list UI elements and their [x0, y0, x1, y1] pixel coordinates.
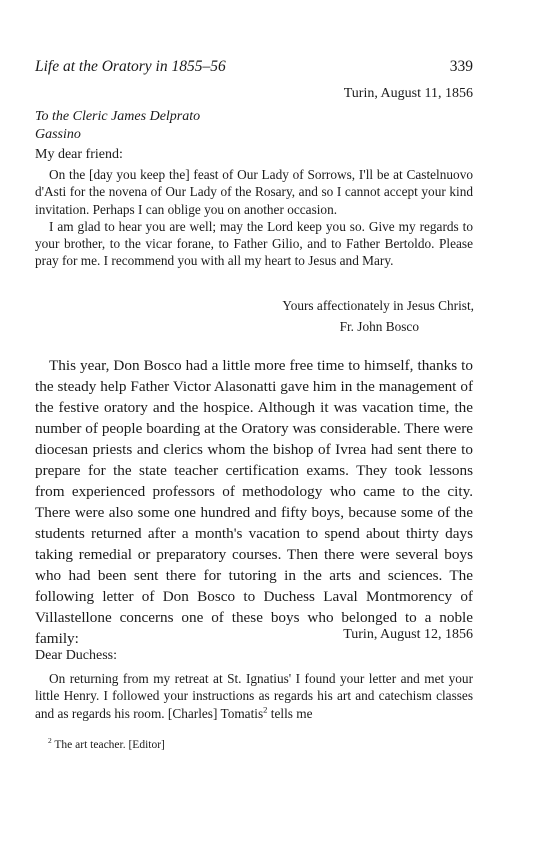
addressee-name: To the Cleric James Delprato — [35, 109, 201, 124]
running-head: Life at the Oratory in 1855–56 — [35, 58, 226, 75]
letter1-signature: Fr. John Bosco — [339, 319, 419, 334]
letter2-date: Turin, August 12, 1856 — [343, 627, 473, 642]
letter1-body — [35, 166, 473, 270]
addressee-place: Gassino — [35, 127, 81, 142]
footnote-number: 2 — [48, 736, 52, 746]
page-header — [35, 58, 473, 80]
letter2-text-continued: tells me — [267, 705, 313, 721]
letter2-paragraph — [35, 670, 473, 722]
footnote-reference: 2 — [263, 704, 268, 715]
letter1-greeting: My dear friend: — [35, 147, 123, 162]
letter2-greeting: Dear Duchess: — [35, 648, 118, 663]
narrative-paragraph: This year, Don Bosco had a little more free time to himself, thanks to the steady help Father Victor Alasonatti gave him in the management of the festive oratory and the hospice. Although it was vacation time, the number of people boarding at the Oratory was considerable. There were diocesan priests and clerics whom the bishop of Ivrea had sent there to prepare for the state teacher certification exams. They took lessons from experienced professors of methodology who came to the city. There were also some one hundred and fifty boys, because some of the students returned after a month's vacation to spend about thirty days taking remedial or preparatory courses. Then there were several boys who had been sent there for tutoring in the arts and sciences. The following letter of Don Bosco to Duchess Laval Montmorency of Villastellone concerns one of these boys who belonged to a noble family: — [35, 357, 473, 647]
letter1-addressee — [35, 108, 200, 144]
footnote — [48, 736, 165, 751]
page-number: 339 — [449, 58, 473, 75]
letter1-date: Turin, August 11, 1856 — [343, 86, 473, 101]
letter2-body — [35, 670, 473, 722]
letter1-paragraph: I am glad to hear you are well; may the Lord keep you so. Give my regards to your brother, to the vicar forane, to Father Gilio, and to Father Bertoldo. Please pray for me. I recommend you with all my heart to Jesus and Mary. — [35, 218, 473, 269]
letter2-text: On returning from my retreat at St. Ignatius' I found your letter and met your little Henry. I followed your instructions as regards his art and catechism classes and as regards his room. [Charles] Tomatis — [35, 671, 473, 721]
letter1-closing: Yours affectionately in Jesus Christ, — [282, 298, 474, 313]
footnote-text: The art teacher. [Editor] — [51, 739, 165, 751]
letter1-paragraph: On the [day you keep the] feast of Our Lady of Sorrows, I'll be at Castelnuovo d'Asti for the novena of Our Lady of the Rosary, and so I cannot accept your kind invitation. Perhaps I can oblige you on another occasion. — [35, 167, 473, 217]
